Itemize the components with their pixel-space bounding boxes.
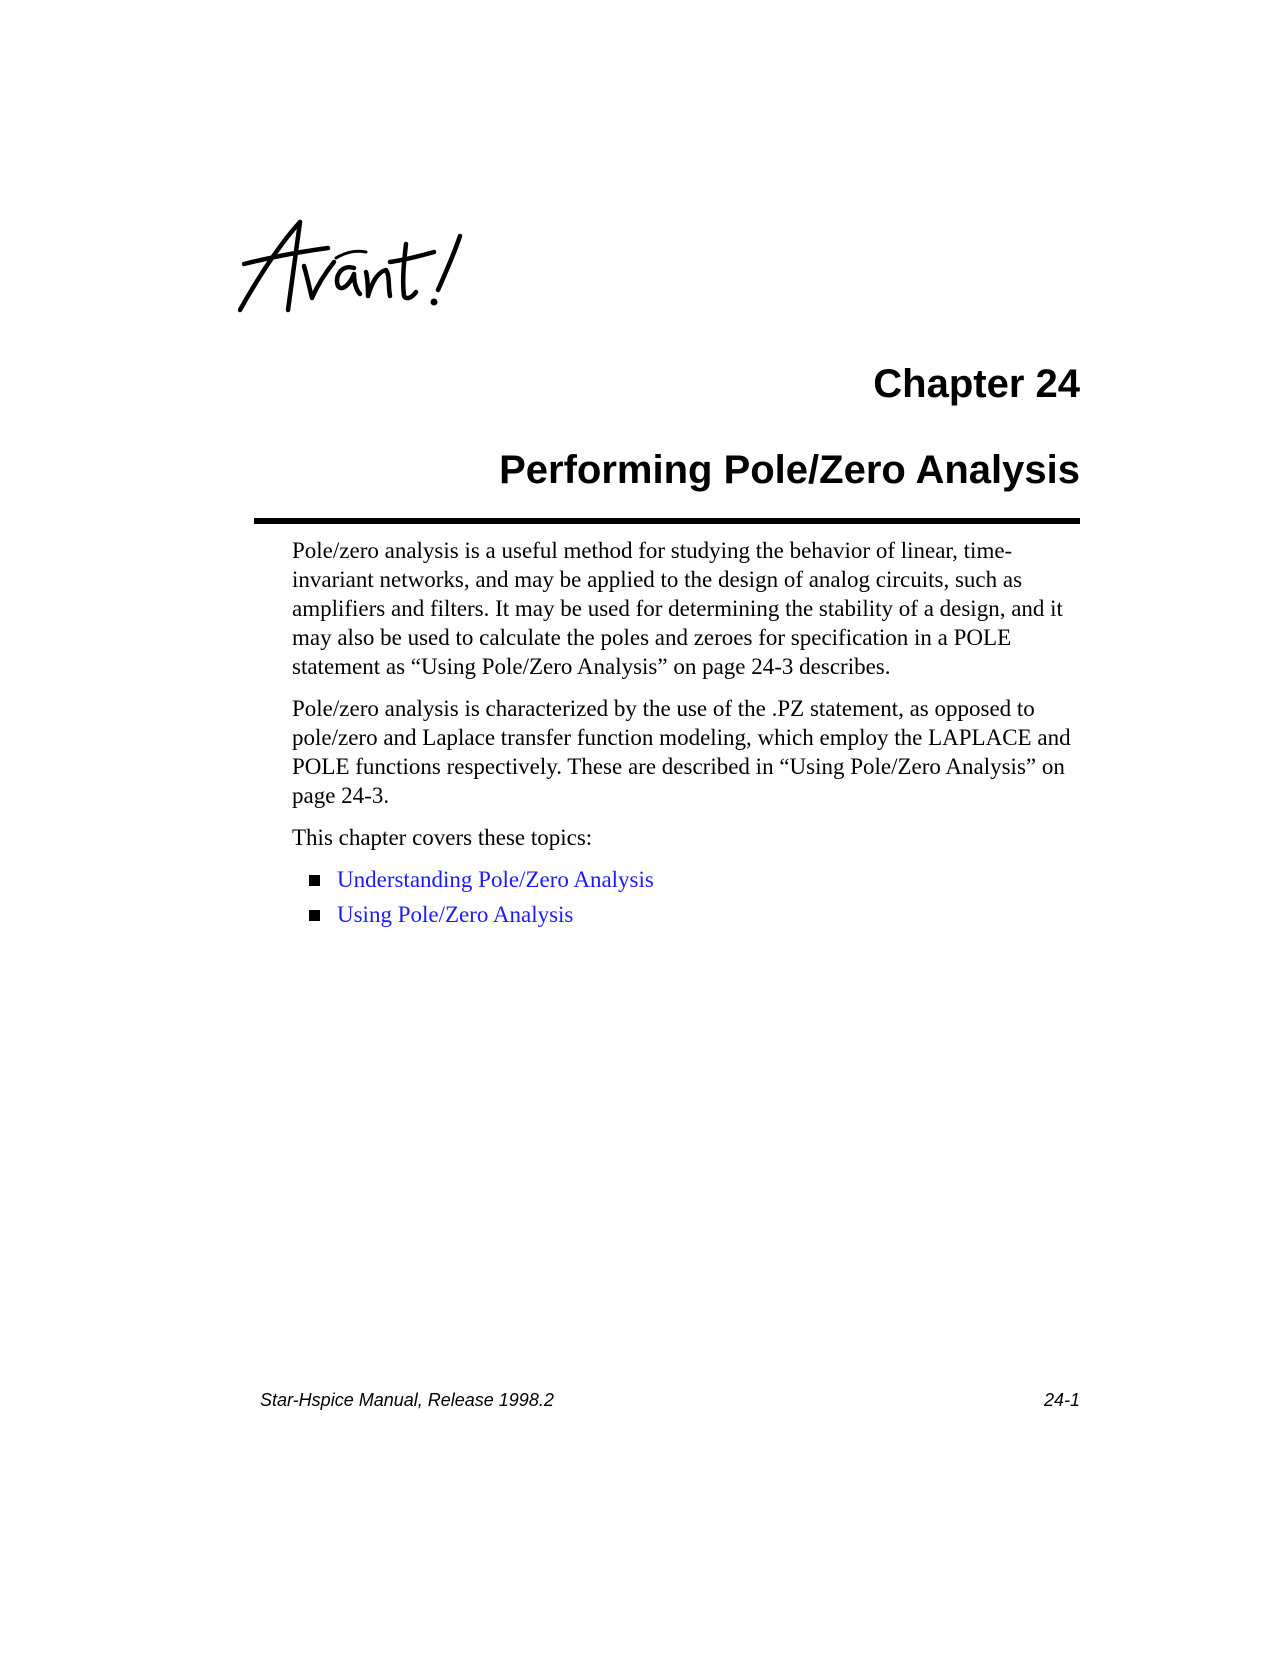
intro-paragraph: Pole/zero analysis is a useful method for studying the behavior of linear, time-invariant networks, and may be applied to the design of analog circuits, such as amplifiers and filters. It may be used for determining the stability of a design, and it may also be used to calculate the poles and zeroes for specification in a POLE statement as “Using Pole/Zero Analysis” on page 24-3 describes. xyxy=(292,538,1063,679)
square-bullet-icon xyxy=(309,875,320,886)
footer-manual-title: Star-Hspice Manual, Release 1998.2 xyxy=(260,1390,554,1410)
square-bullet-icon xyxy=(309,910,320,921)
title-rule xyxy=(254,518,1080,524)
topic-link-using[interactable]: Using Pole/Zero Analysis xyxy=(337,902,574,927)
chapter-label: Chapter 24 xyxy=(873,362,1080,406)
pz-statement-paragraph: Pole/zero analysis is characterized by the use of the .PZ statement, as opposed to pole/zero and Laplace transfer function modeling, which employ the LAPLACE and POLE functions respectively. These are described in “Using Pole/Zero Analysis” on page 24-3. xyxy=(292,696,1071,808)
footer-page-number: 24-1 xyxy=(1043,1390,1080,1410)
topic-link-understanding[interactable]: Understanding Pole/Zero Analysis xyxy=(337,867,654,892)
chapter-body xyxy=(292,536,1092,935)
topics-intro: This chapter covers these topics: xyxy=(292,825,593,850)
avant-logo xyxy=(238,218,478,328)
chapter-title: Performing Pole/Zero Analysis xyxy=(499,448,1080,492)
topic-item xyxy=(292,900,1092,929)
topic-item xyxy=(292,865,1092,894)
topic-list xyxy=(292,865,1092,929)
